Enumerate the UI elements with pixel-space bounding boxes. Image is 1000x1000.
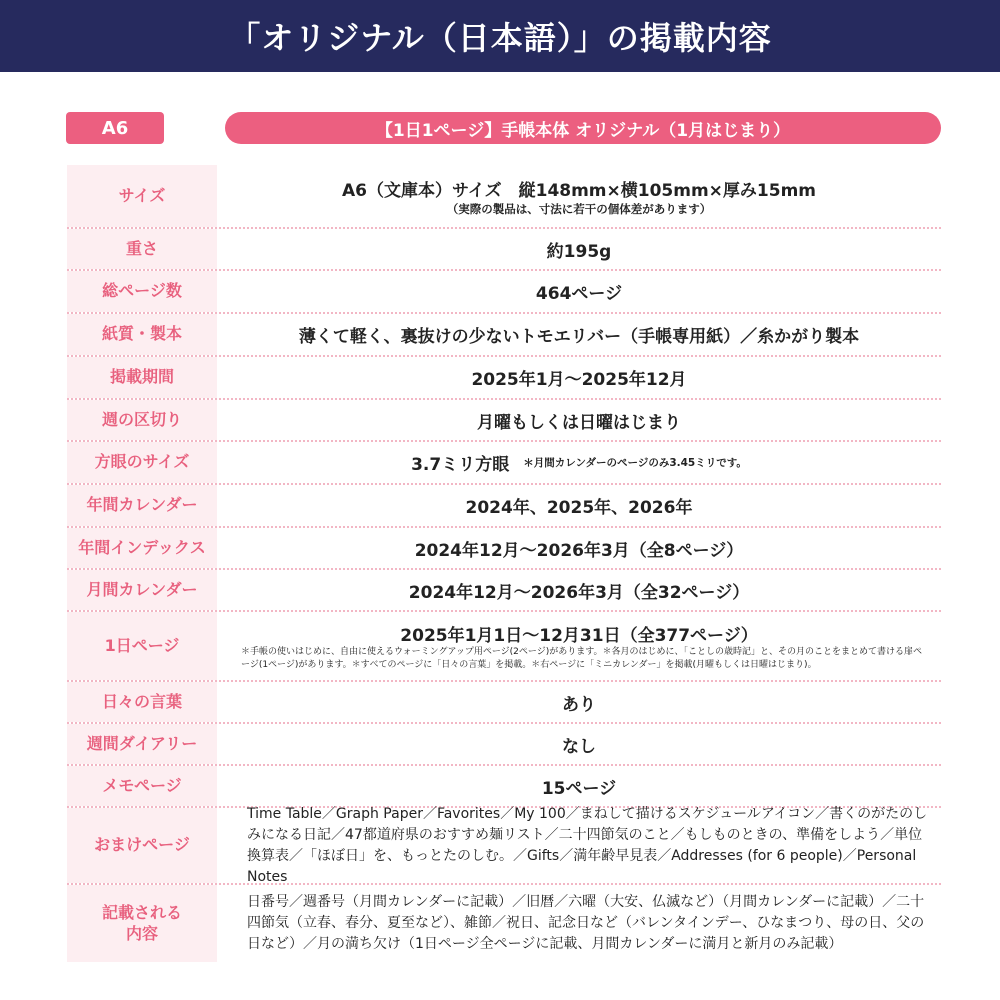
spec-row-daily-pages <box>67 612 941 682</box>
row-label: 1日ページ <box>67 612 217 680</box>
row-value: A6（文庫本）サイズ 縦148mm×横105mm×厚み15mm <box>341 180 817 201</box>
row-value: 薄くて軽く、裏抜けの少ないトモエリバー（手帳専用紙）／糸かがり製本 <box>298 327 860 347</box>
row-label: 年間カレンダー <box>67 485 217 526</box>
row-value: 日番号／週番号（月間カレンダーに記載）／旧暦／六曜（大安、仏滅など）（月間カレンダーに記載）／二十四節気（立春、春分、夏至など）、雑節／祝日、記念日など（バレンタインデー、ひなまつり、母の日、父の日など）／月の満ち欠け（1日ページ全ページに記載、月間カレンダーに満月と新月のみ記載） <box>247 894 925 952</box>
row-label: 週の区切り <box>67 400 217 440</box>
page-header: 「オリジナル（日本語）」の掲載内容 <box>0 0 1000 72</box>
spec-row-paper <box>67 314 941 357</box>
spec-row-contents <box>67 885 941 962</box>
row-label: 日々の言葉 <box>67 682 217 722</box>
spec-row-yearly-calendar <box>67 485 941 528</box>
spec-row-daily-words <box>67 682 941 724</box>
row-value: 月曜もしくは日曜はじまり <box>477 412 681 433</box>
row-value: 2024年12月～2026年3月（全32ページ） <box>408 582 750 603</box>
row-label: 掲載期間 <box>67 357 217 398</box>
row-value: Time Table／Graph Paper／Favorites／My 100／まねして描けるスケジュールアイコン／書くのがたのしみになる日記／47都道府県のおすすめ麺リスト／二十四節気のこと／もしものときの、準備をしよう／単位換算表／「ほぼ日」を、もっとたのしむ。／Gifts／満年齢早見表／Addresses (for 6 people)／Personal Notes <box>247 805 928 885</box>
spec-row-weekly-diary <box>67 724 941 766</box>
row-value: 3.7ミリ方眼 <box>411 455 510 475</box>
spec-row-grid <box>67 442 941 485</box>
row-label: メモページ <box>67 766 217 806</box>
spec-row-pages <box>67 271 941 314</box>
row-note: （実際の製品は、寸法に若干の個体差があります） <box>446 201 712 216</box>
spec-row-bonus-pages <box>67 805 941 885</box>
row-label: 重さ <box>67 229 217 269</box>
spec-row-memo <box>67 766 941 808</box>
row-value: 約195g <box>546 241 612 262</box>
row-value: 2024年12月～2026年3月（全8ページ） <box>414 540 744 561</box>
row-note: ＊手帳の使いはじめに、自由に使えるウォーミングアップ用ページ(2ページ)があります。＊各月のはじめに、「ことしの歳時記」と、その月のことをまとめて書ける扉ページ(1ページ)があります。＊すべてのページに「日々の言葉」を掲載。＊右ページに「ミニカレンダー」を掲載(月曜もしくは日曜はじまり)。 <box>241 646 923 670</box>
row-label: 方眼のサイズ <box>67 442 217 483</box>
row-value: なし <box>562 736 596 757</box>
row-value: 2025年1月～2025年12月 <box>471 370 687 390</box>
spec-table <box>67 165 941 962</box>
row-label: 紙質・製本 <box>67 314 217 355</box>
row-label: 年間インデックス <box>67 528 217 568</box>
product-title: 【1日1ページ】手帳本体 オリジナル（1月はじまり） <box>225 112 941 144</box>
row-label: 総ページ数 <box>67 271 217 312</box>
spec-row-yearly-index <box>67 528 941 570</box>
spec-row-period <box>67 357 941 400</box>
spec-row-weight <box>67 229 941 271</box>
row-value: 464ページ <box>535 284 623 304</box>
row-label: サイズ <box>67 165 217 227</box>
spec-row-week-start <box>67 400 941 442</box>
row-value: 2025年1月1日～12月31日（全377ページ） <box>400 625 758 646</box>
row-label: 記載される内容 <box>67 885 217 962</box>
size-badge: A6 <box>66 112 164 144</box>
spec-row-monthly-calendar <box>67 570 941 612</box>
row-label: おまけページ <box>67 808 217 883</box>
spec-row-size <box>67 165 941 229</box>
row-value: 2024年、2025年、2026年 <box>465 498 693 518</box>
row-label: 週間ダイアリー <box>67 724 217 764</box>
row-value: あり <box>562 694 596 715</box>
row-note: ＊月間カレンダーのページのみ3.45ミリです。 <box>523 457 747 469</box>
row-value: 15ページ <box>541 778 617 799</box>
row-label: 月間カレンダー <box>67 570 217 610</box>
